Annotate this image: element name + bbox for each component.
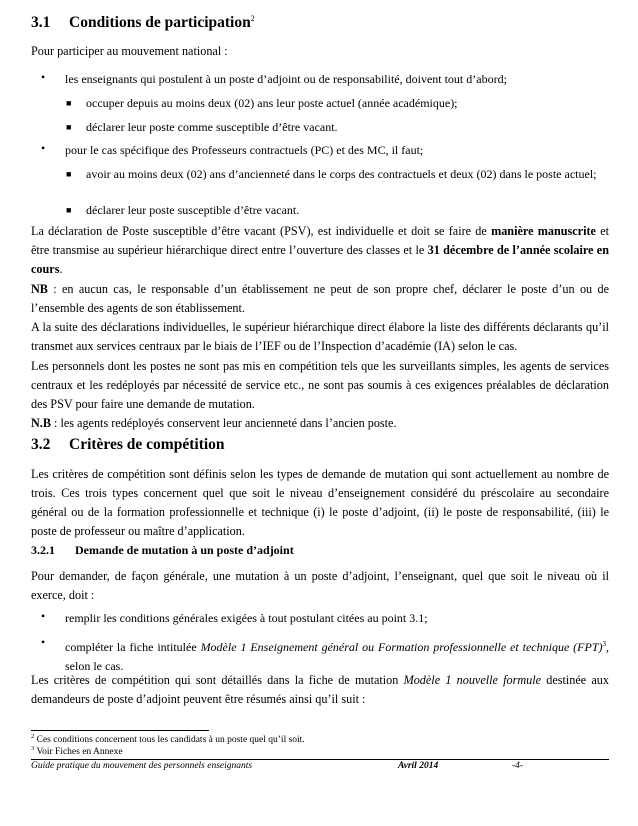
- square-bullet-icon: ■: [66, 205, 72, 215]
- section-title: [69, 14, 255, 32]
- footnote-text: Voir Fiches en Annexe: [36, 747, 123, 758]
- sub-bullet-text: déclarer leur poste susceptible d’être vacant.: [86, 203, 300, 217]
- text-run: : en aucun cas, le responsable d’un établissement ne peut de son propre chef, déclarer le poste d’un ou de l’ensemble des agents de son établissement.: [31, 282, 609, 315]
- bullet-icon: •: [41, 141, 46, 155]
- footnote: [31, 733, 305, 745]
- bullet-text: les enseignants qui postulent à un poste d’adjoint ou de responsabilité, doivent tout d’abord;: [65, 72, 507, 86]
- text-run: compléter la fiche intitulée: [65, 640, 201, 654]
- criteres-paragraph: Les critères de compétition sont définis selon les types de demande de mutation qui sont actuellement au nombre de trois. Ces trois types concernent quel que soit le niveau d’enseignement considéré du préscolaire au secondaire général ou de la formation professionnelle et technique (i) le poste d’adjoint, (ii) le poste de responsabilité, (iii) le poste de professeur ou maître d’application.: [31, 467, 609, 538]
- square-bullet-icon: ■: [66, 169, 72, 179]
- section-title-text: Conditions de participation: [69, 14, 251, 32]
- bold-run: manière manuscrite: [491, 224, 596, 238]
- sub-bullet-text: déclarer leur poste comme susceptible d’être vacant.: [86, 120, 338, 134]
- footnote-separator: [31, 730, 209, 731]
- text-run: La déclaration de Poste susceptible d’être vacant (PSV), est individuelle et doit se faire de: [31, 224, 492, 238]
- bold-run: 31 décembre de l’année scolaire en cours: [31, 243, 609, 276]
- demander-paragraph: Pour demander, de façon générale, une mutation à un poste d’adjoint, l’enseignant, quel que soit le niveau où il exerce, doit :: [31, 569, 609, 602]
- text-run: , selon le cas.: [65, 640, 609, 673]
- footer-date: Avril 2014: [398, 761, 439, 771]
- footnote: [31, 745, 123, 757]
- bullet-text: pour le cas spécifique des Professeurs contractuels (PC) et des MC, il faut;: [65, 143, 424, 157]
- text-run: Les critères de compétition qui sont détaillés dans la fiche de mutation: [31, 673, 404, 687]
- sub-bullet-text: avoir au moins deux (02) ans d’ancienneté dans le corps des contractuels et deux (02) dans le poste actuel;: [86, 167, 597, 181]
- section-number: 3.1: [31, 14, 51, 31]
- text-run: .: [59, 262, 63, 276]
- footer-title: Guide pratique du mouvement des personnels enseignants: [31, 761, 253, 771]
- nb-paragraph: [31, 280, 609, 318]
- bullet-icon: •: [41, 609, 46, 623]
- nb2-paragraph: [31, 414, 609, 433]
- section-title: Demande de mutation à un poste d’adjoint: [75, 543, 294, 557]
- square-bullet-icon: ■: [66, 98, 72, 108]
- sub-bullet-text: occuper depuis au moins deux (02) ans leur poste actuel (année académique);: [86, 96, 458, 110]
- section-title: Critères de compétition: [69, 436, 225, 453]
- footnote-ref: 2: [250, 14, 255, 23]
- personnels-paragraph: Les personnels dont les postes ne sont pas mis en compétition tels que les surveillants simples, les agents de services centraux et les redéployés par nécessité de service etc., ne sont pas soumis à ces exigences préalables de déclaration des PSV pour faire une demande de mutation.: [31, 359, 609, 411]
- text-run: : les agents redéployés conservent leur ancienneté dans l’ancien poste.: [50, 416, 397, 430]
- footnote-ref: 3: [602, 640, 606, 648]
- text-run: destinée aux demandeurs de poste d’adjoint peuvent être résumés ainsi qu’il suit :: [31, 673, 609, 706]
- italic-run: Modèle 1 Enseignement général ou Formation professionnelle et technique (FPT): [200, 640, 603, 654]
- intro-paragraph: Pour participer au mouvement national :: [31, 44, 228, 58]
- nb-label: N.B: [31, 416, 51, 430]
- footnote-number: 3: [31, 745, 35, 752]
- square-bullet-icon: ■: [66, 122, 72, 132]
- bullet-icon: •: [41, 635, 46, 649]
- footnote-text: Ces conditions concernent tous les candidats à un poste quel qu’il soit.: [36, 735, 305, 746]
- suite-paragraph: A la suite des déclarations individuelles, le supérieur hiérarchique direct élabore la liste des différents déclarants qu’il transmet aux services centraux par le biais de l’IEF ou de l’Inspection d’académie (IA) selon le cas.: [31, 320, 609, 353]
- bullet-icon: •: [41, 70, 46, 84]
- bullet-text: remplir les conditions générales exigées à tout postulant citées au point 3.1;: [65, 611, 428, 625]
- footnote-number: 2: [31, 733, 35, 740]
- psv-paragraph: [31, 222, 609, 279]
- fiche-paragraph: [31, 671, 609, 709]
- footer-rule: [31, 759, 609, 760]
- section-number: 3.2: [31, 436, 51, 453]
- text-run: et être transmise au supérieur hiérarchique direct entre l’ouverture des classes et le: [31, 224, 609, 257]
- section-number: 3.2.1: [31, 543, 55, 557]
- footer-page-number: -4-: [512, 761, 524, 771]
- nb-label: NB: [31, 282, 48, 296]
- italic-run: Modèle 1 nouvelle formule: [403, 673, 542, 687]
- bullet-text: [65, 635, 609, 676]
